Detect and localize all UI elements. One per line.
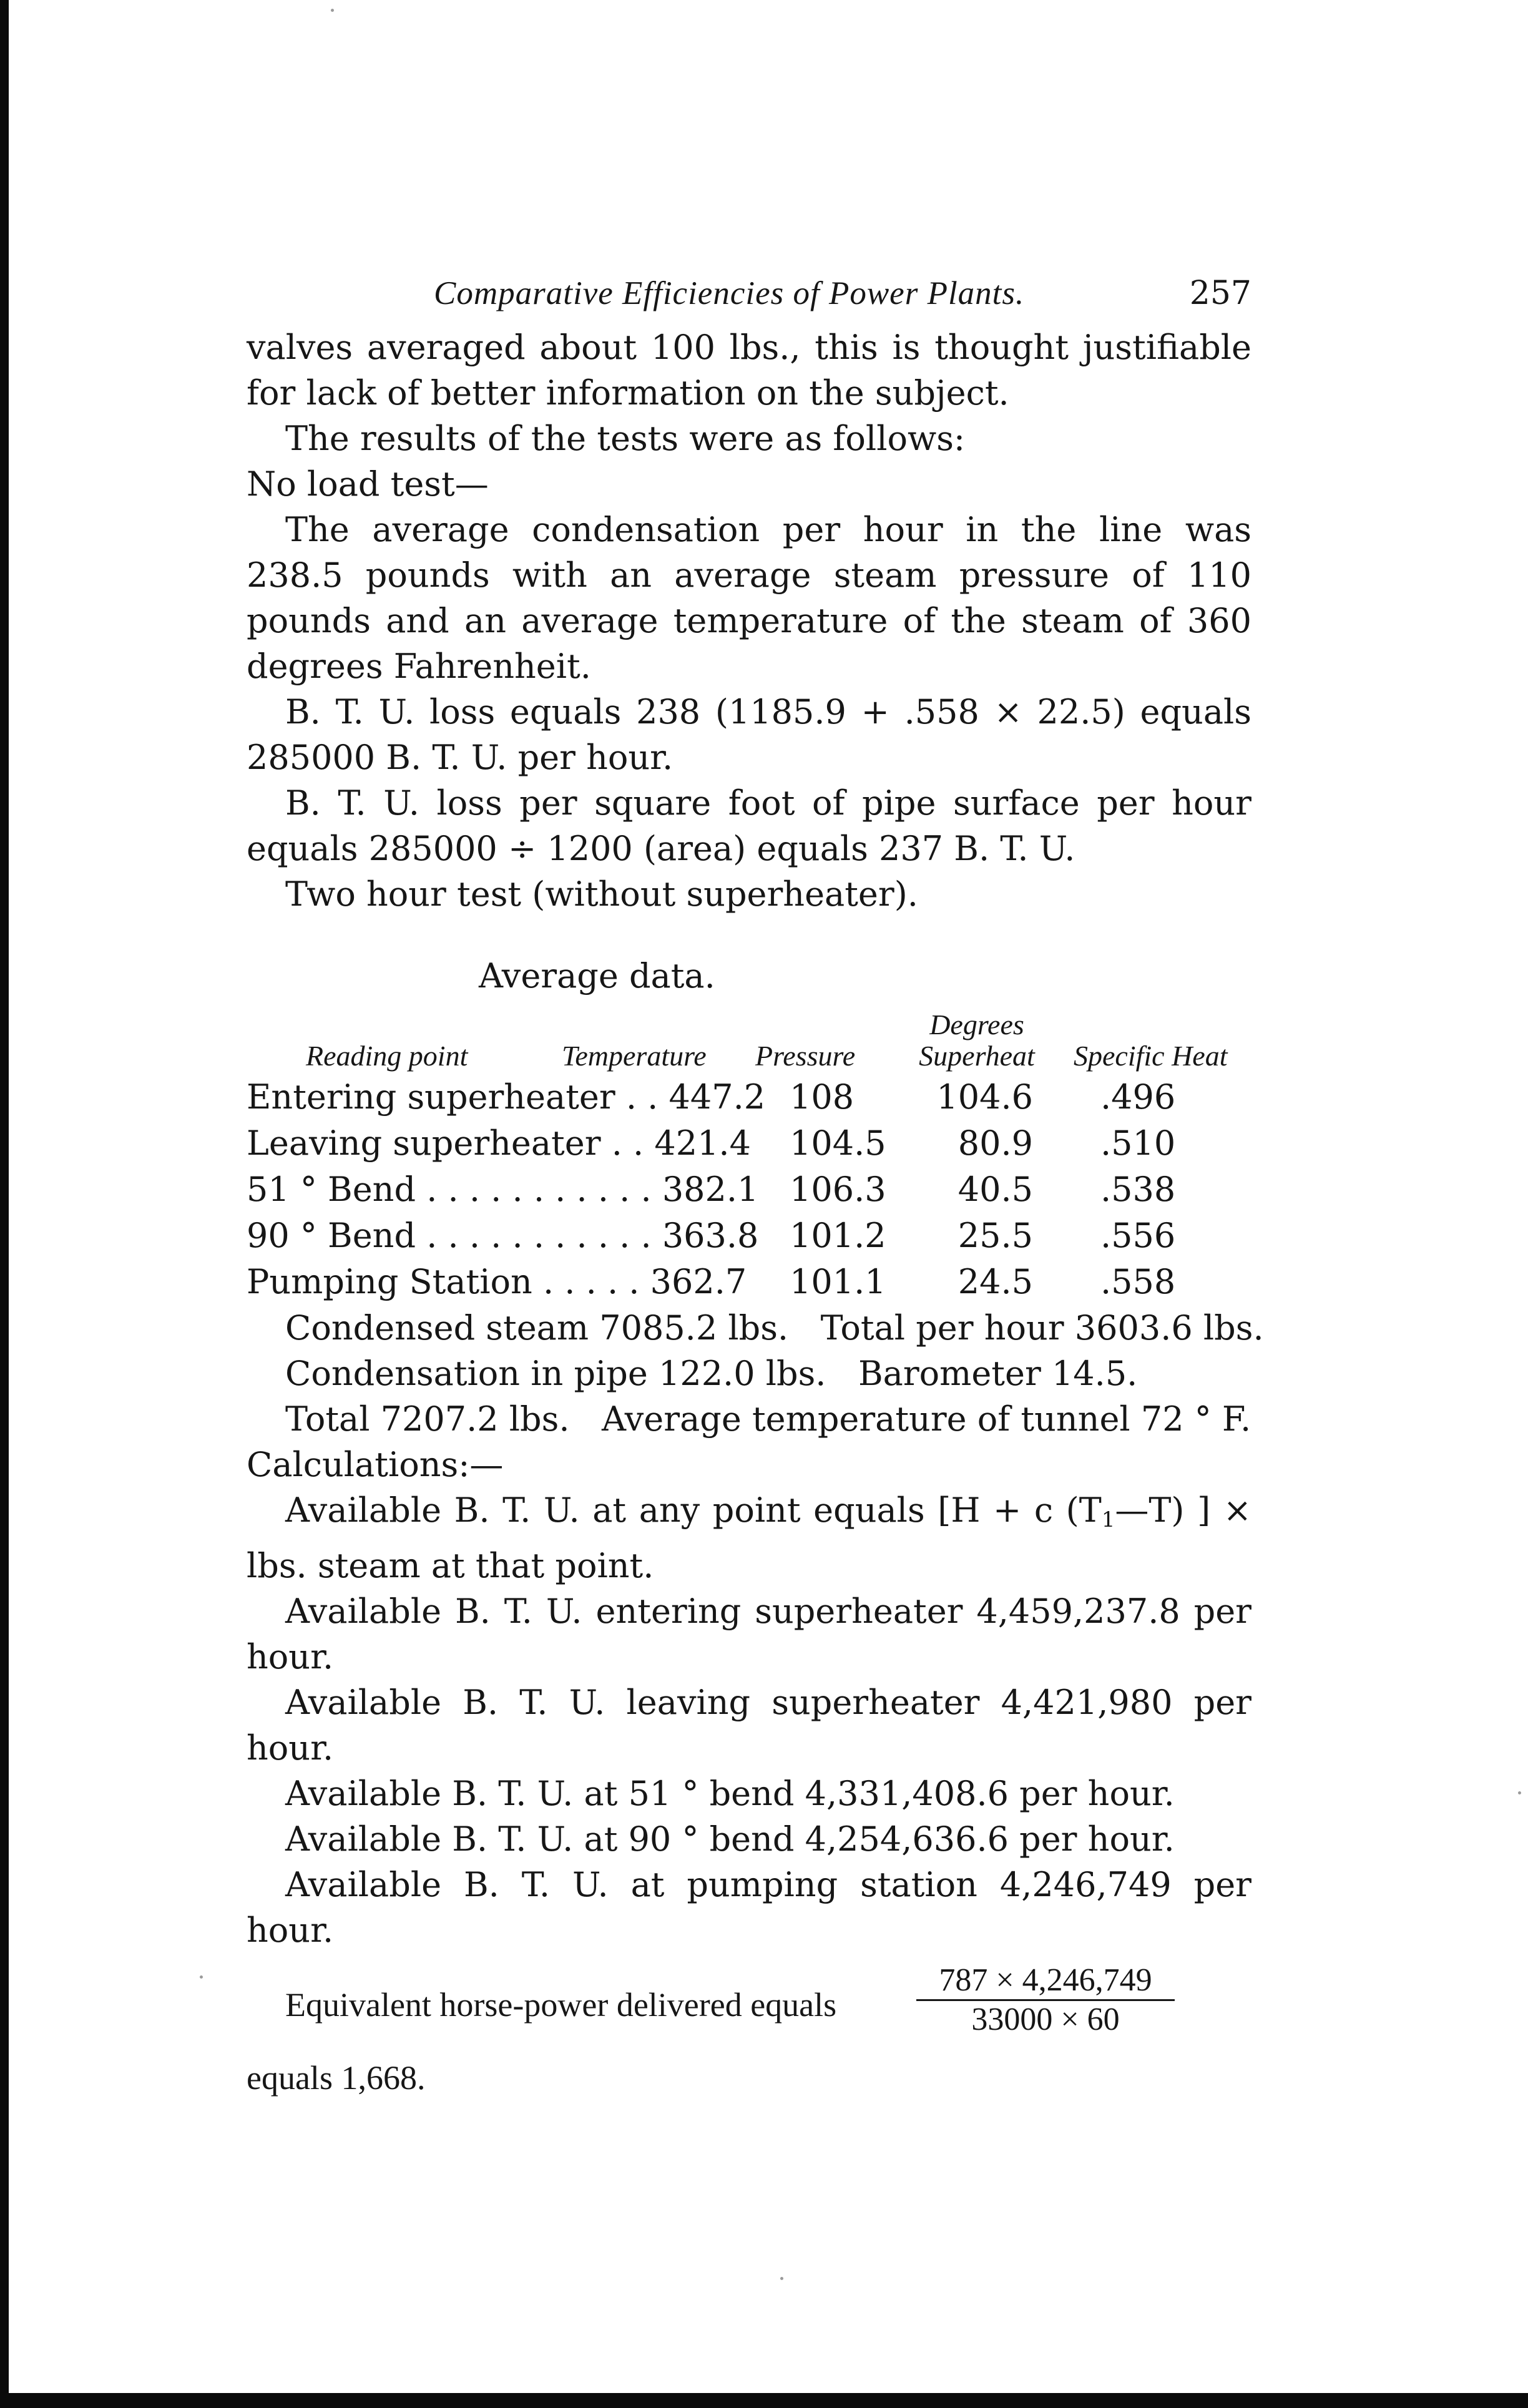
column-header-degrees-line: Degrees [929, 1009, 1024, 1040]
calculations-heading: Calculations:— [247, 1445, 504, 1484]
cell-specific-heat: .538 [1100, 1170, 1176, 1209]
scan-border-left [0, 0, 9, 2408]
calculation-line: Available B. T. U. at 51 ° bend 4,331,408.6 per hour. [285, 1774, 1175, 1813]
fraction-denominator: 33000 × 60 [971, 2002, 1120, 2037]
section-label: No load test— [247, 464, 489, 504]
cell-superheat: 24.5 [957, 1262, 1033, 1301]
scan-speck [200, 1975, 203, 1979]
table-row [247, 1213, 1251, 1259]
cell-pressure: 101.1 [790, 1262, 886, 1301]
column-header-pressure: Pressure [755, 1040, 856, 1072]
fraction-numerator: 787 × 4,246,749 [939, 1962, 1152, 1998]
paragraph: Two hour test (without superheater). [285, 874, 918, 914]
cell-superheat: 80.9 [957, 1123, 1033, 1163]
table-header [247, 1001, 1251, 1074]
column-header-specific-heat: Specific Heat [1074, 1040, 1228, 1072]
cell-superheat: 25.5 [957, 1216, 1033, 1255]
paragraph: The results of the tests were as follows: [285, 419, 966, 458]
cell-pressure: 108 [790, 1077, 855, 1117]
scan-speck [780, 2277, 783, 2280]
cell-specific-heat: .558 [1100, 1262, 1176, 1301]
cell-reading-point: Pumping Station . . . . . 362.7 [247, 1262, 747, 1301]
cell-pressure: 104.5 [790, 1123, 886, 1163]
calculation-line: Available B. T. U. entering superheater 4,459,237.8 per hour. [247, 1592, 1251, 1676]
calculation-line: Available B. T. U. at 90 ° bend 4,254,636.6 per hour. [285, 1819, 1175, 1859]
cell-superheat: 40.5 [957, 1170, 1033, 1209]
cell-specific-heat: .556 [1100, 1216, 1176, 1255]
cell-reading-point: Leaving superheater . . 421.4 [247, 1123, 751, 1163]
running-head [247, 275, 1251, 325]
calculation-formula [247, 1487, 1251, 1588]
cell-specific-heat: .510 [1100, 1123, 1176, 1163]
calculation-line: Available B. T. U. leaving superheater 4,421,980 per hour. [247, 1683, 1251, 1768]
book-page [247, 275, 1264, 2101]
column-header-superheat-line: Superheat [919, 1040, 1035, 1072]
running-title: Comparative Efficiencies of Power Plants. [434, 275, 1025, 311]
cell-reading-point: Entering superheater . . 447.2 [247, 1077, 766, 1117]
scan-border-bottom [0, 2393, 1528, 2408]
paragraph: valves averaged about 100 lbs., this is thought justifiable for lack of better information on the subject. [247, 328, 1251, 413]
paragraph: B. T. U. loss per square foot of pipe surface per hour equals 285000 ÷ 1200 (area) equals 237 B. T. U. [247, 783, 1251, 868]
paragraph: B. T. U. loss equals 238 (1185.9 + .558 × 22.5) equals 285000 B. T. U. per hour. [247, 692, 1251, 777]
page-number: 257 [1189, 275, 1251, 312]
equation-label: Equivalent horse-power delivered equals [285, 1986, 837, 2024]
table-title: Average data. [479, 956, 715, 996]
table-row [247, 1074, 1251, 1120]
cell-pressure: 106.3 [790, 1170, 886, 1209]
cell-reading-point: 90 ° Bend . . . . . . . . . . . 363.8 [247, 1216, 759, 1255]
column-header-superheat [905, 1009, 1049, 1072]
table-row [247, 1120, 1251, 1167]
table-row [247, 1259, 1251, 1305]
cell-reading-point: 51 ° Bend . . . . . . . . . . . 382.1 [247, 1170, 759, 1209]
column-header-temperature: Temperature [562, 1040, 707, 1072]
cell-specific-heat: .496 [1100, 1077, 1176, 1117]
horsepower-equation [247, 1962, 1251, 2043]
formula-part: Available B. T. U. at any point equals [H + c (T [285, 1490, 1102, 1530]
equation-result: equals 1,668. [247, 2059, 426, 2097]
fraction [911, 1962, 1180, 2038]
formula-part: —T) ] × lbs. steam at that point. [247, 1490, 1251, 1585]
formula-subscript: 1 [1101, 1507, 1115, 1532]
table-row [247, 1167, 1251, 1213]
cell-superheat: 104.6 [936, 1077, 1033, 1117]
summary-line: Condensation in pipe 122.0 lbs. Barometer 14.5. [285, 1354, 1138, 1393]
summary-line: Condensed steam 7085.2 lbs. Total per hour 3603.6 lbs. [285, 1308, 1264, 1348]
column-header-reading-point: Reading point [306, 1040, 468, 1072]
cell-pressure: 101.2 [790, 1216, 886, 1255]
summary-line: Total 7207.2 lbs. Average temperature of tunnel 72 ° F. [285, 1399, 1251, 1439]
scan-speck [1518, 1791, 1521, 1794]
paragraph: The average condensation per hour in the line was 238.5 pounds with an average steam pressure of 110 pounds and an average temperature of the steam of 360 degrees Fahrenheit. [247, 510, 1251, 686]
calculation-line: Available B. T. U. at pumping station 4,246,749 per hour. [247, 1865, 1251, 1950]
scan-speck [331, 9, 334, 12]
